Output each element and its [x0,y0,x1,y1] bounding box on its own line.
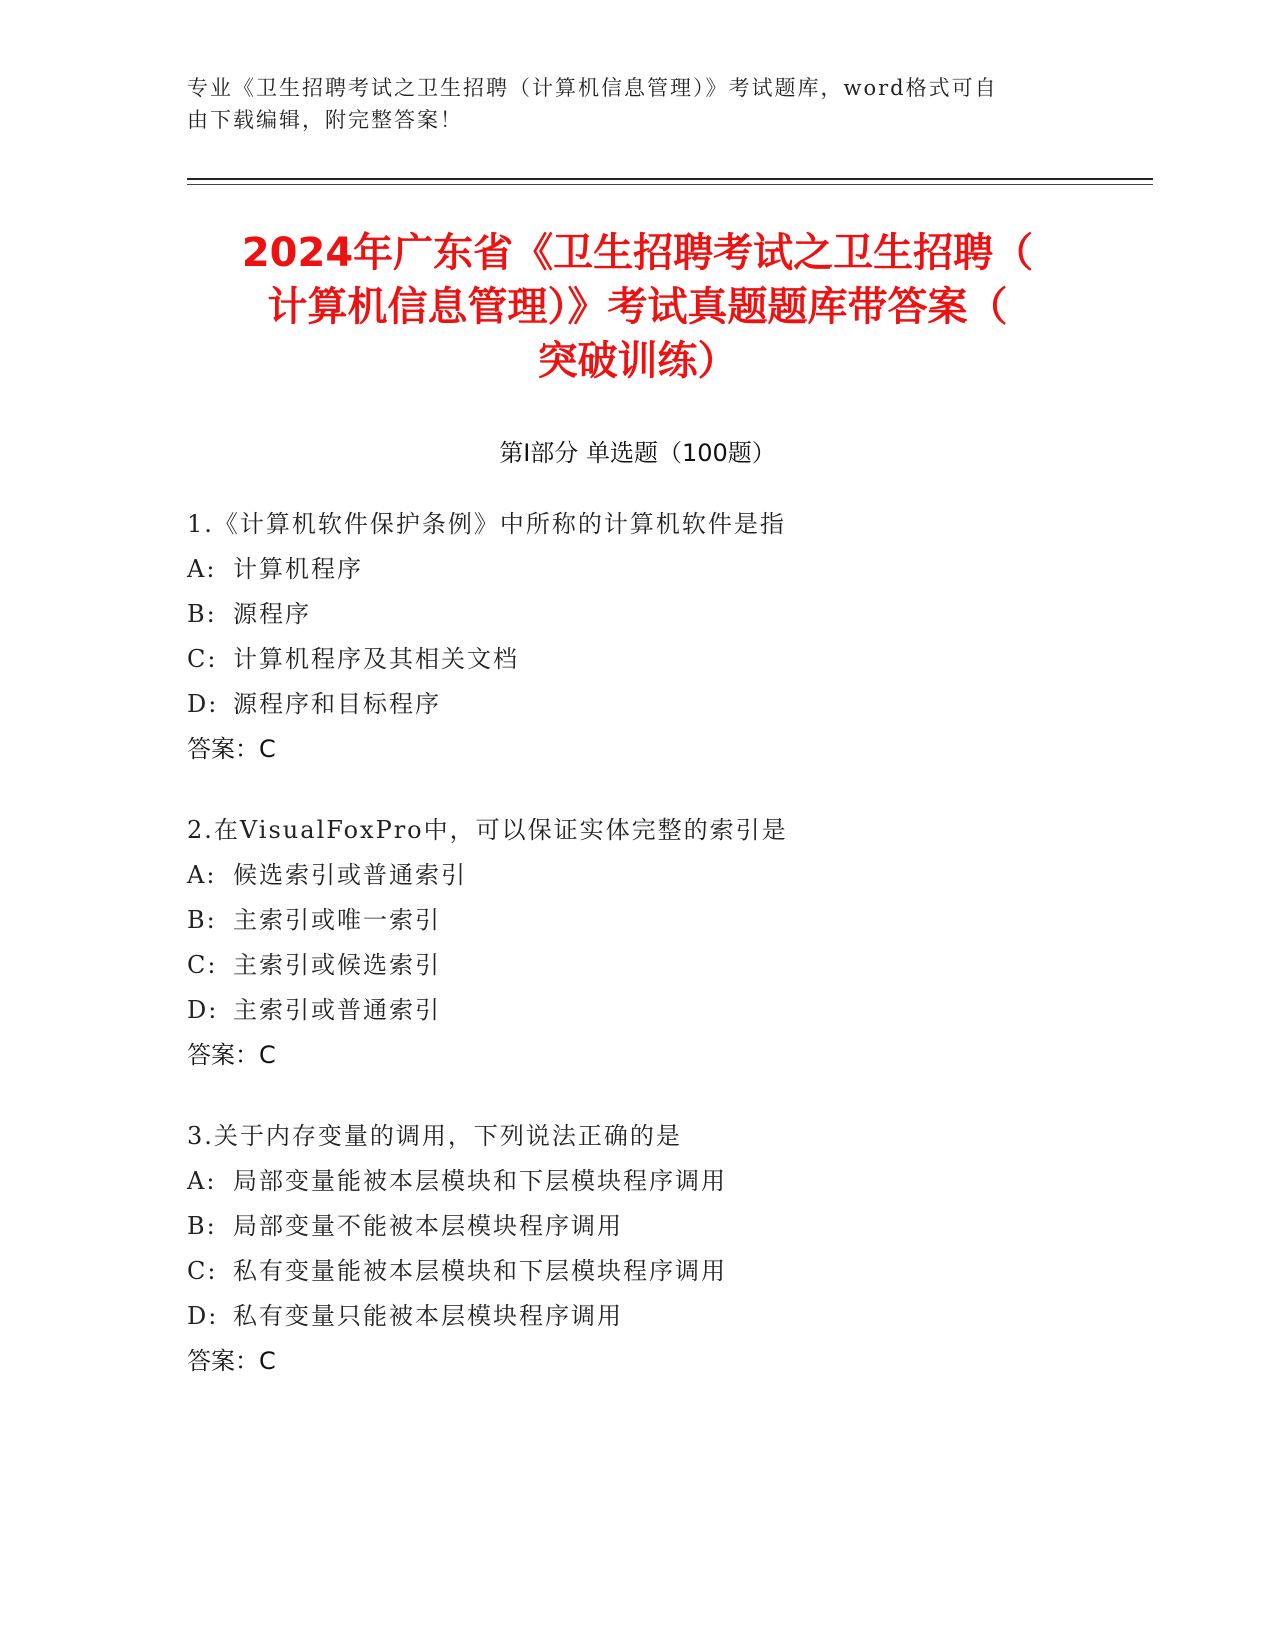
option-text: 局部变量不能被本层模块程序调用 [233,1212,623,1240]
document-title [170,226,1105,388]
header-note-line-1: 专业《卫生招聘考试之卫生招聘（计算机信息管理）》考试题库，word格式可自 [187,76,998,100]
option-b [187,898,1087,943]
title-line-3: 突破训练） [537,338,738,384]
option-c [187,1249,1087,1294]
option-key: B: [187,600,217,628]
option-c [187,637,1087,682]
option-key: D: [187,1302,219,1330]
option-d [187,988,1087,1033]
option-key: D: [187,996,219,1024]
question-block [187,502,1087,772]
option-b [187,592,1087,637]
section-heading: 第Ⅰ部分 单选题（100题） [499,439,776,467]
option-a [187,1159,1087,1204]
option-d [187,682,1087,727]
question-stem: 2.在VisualFoxPro中，可以保证实体完整的索引是 [187,816,788,844]
question-stem: 1.《计算机软件保护条例》中所称的计算机软件是指 [187,510,786,538]
header-rule-thin [187,184,1153,185]
option-key: B: [187,1212,217,1240]
header-rule-thick [187,178,1153,180]
option-a [187,853,1087,898]
answer-line: 答案：C [187,1041,276,1069]
option-key: D: [187,690,219,718]
option-d [187,1294,1087,1339]
option-key: A: [187,555,217,583]
option-text: 源程序 [233,600,311,628]
option-text: 计算机程序及其相关文档 [233,645,519,673]
option-key: C: [187,645,218,673]
option-text: 候选索引或普通索引 [233,861,467,889]
option-a [187,547,1087,592]
option-text: 主索引或唯一索引 [233,906,441,934]
option-text: 私有变量只能被本层模块程序调用 [233,1302,623,1330]
header-note-line-2: 由下载编辑，附完整答案！ [187,108,463,132]
header-note [187,72,1067,136]
option-text: 局部变量能被本层模块和下层模块程序调用 [233,1167,727,1195]
option-text: 主索引或候选索引 [233,951,441,979]
option-key: C: [187,951,218,979]
option-c [187,943,1087,988]
option-key: B: [187,906,217,934]
option-text: 源程序和目标程序 [233,690,441,718]
option-key: A: [187,1167,217,1195]
option-key: A: [187,861,217,889]
title-line-2: 计算机信息管理）》考试真题题库带答案（ [267,284,1008,330]
option-key: C: [187,1257,218,1285]
option-text: 私有变量能被本层模块和下层模块程序调用 [233,1257,727,1285]
answer-line: 答案：C [187,1347,276,1375]
question-block [187,1114,1087,1384]
question-block [187,808,1087,1078]
title-line-1: 2024年广东省《卫生招聘考试之卫生招聘（ [241,230,1034,276]
option-text: 主索引或普通索引 [233,996,441,1024]
option-text: 计算机程序 [233,555,363,583]
option-b [187,1204,1087,1249]
question-stem: 3.关于内存变量的调用，下列说法正确的是 [187,1122,682,1150]
answer-line: 答案：C [187,735,276,763]
